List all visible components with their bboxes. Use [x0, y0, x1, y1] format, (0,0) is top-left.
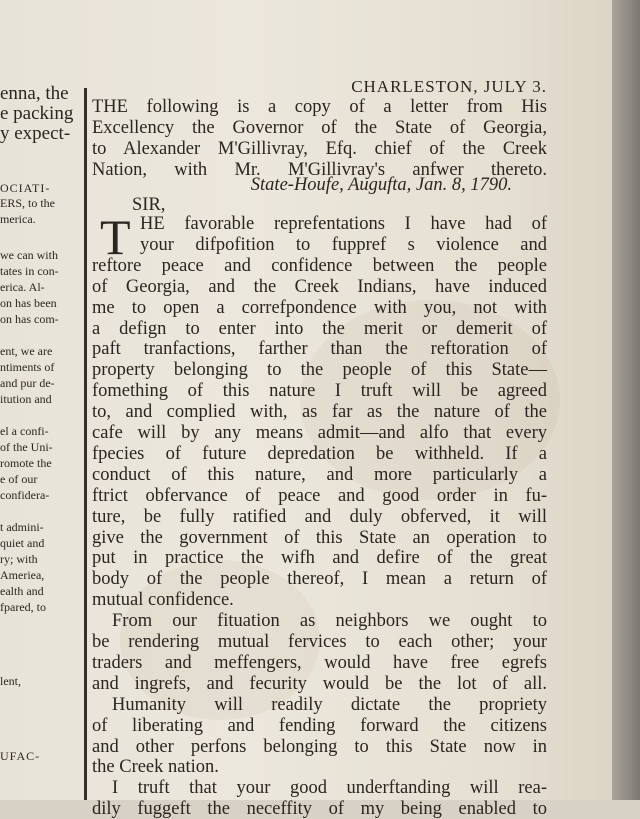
column-rule: [84, 88, 87, 800]
letter-line: me to open a correfpondence with you, not with: [92, 297, 547, 318]
left-column-line: e of our: [0, 472, 38, 486]
letter-line: give the government of this State an operation to: [92, 527, 547, 548]
letter-line: your difpofition to fuppref s violence and: [140, 234, 547, 255]
letter-line: to, and complied with, as far as the nature of the: [92, 402, 547, 423]
left-column-line: ent, we are: [0, 344, 53, 358]
letter-line: and ingrefs, and fecurity would be the lot of all.: [92, 673, 547, 694]
letter-line: fomething of this nature I truft will be agreed: [92, 381, 547, 402]
left-column-line: fpared, to: [0, 600, 46, 614]
left-column-line: quiet and: [0, 536, 45, 550]
letter-line: body of the people thereof, I mean a return of: [92, 569, 547, 590]
left-column-line: ntiments of: [0, 360, 55, 374]
intro-line: THE following is a copy of a letter from His: [92, 97, 547, 117]
letter-line: I truft that your good underftanding will rea-: [112, 778, 547, 799]
letter-line: of Georgia, and the Creek Indians, have induced: [92, 276, 547, 297]
salutation: SIR,: [132, 195, 166, 215]
intro-line: Excellency the Governor of the State of Georgia,: [92, 118, 547, 138]
dateline: CHARLESTON, JULY 3.: [351, 77, 547, 96]
page-edge-shadow: [612, 0, 640, 800]
left-column-line: confidera-: [0, 488, 50, 502]
left-column-line: on has com-: [0, 312, 59, 326]
left-column-line: on has been: [0, 296, 57, 310]
letter-line: HE favorable reprefentations I have had of: [140, 214, 547, 234]
left-column-line: itution and: [0, 392, 52, 406]
left-column-line: merica.: [0, 212, 36, 226]
place-date: State-Houfe, Augufta, Jan. 8, 1790.: [250, 175, 512, 195]
letter-line: conduct of this nature, and more particularly a: [92, 464, 547, 485]
left-column-line: Ameriea,: [0, 568, 45, 582]
left-column-line: lent,: [0, 674, 21, 688]
left-column-line: ry; with: [0, 552, 38, 566]
letter-line: ture, be fully ratified and duly obferved, it will: [92, 506, 547, 527]
intro-line: Nation, with Mr. M'Gillivray's anfwer thereto.: [92, 160, 547, 180]
letter-line: put in practice the wifh and defire of the great: [92, 548, 547, 569]
drop-cap: T: [100, 209, 131, 265]
letter-line: of liberating and fending forward the citizens: [92, 715, 547, 736]
left-column-line: ealth and: [0, 584, 44, 598]
left-column-line: tates in con-: [0, 264, 59, 278]
left-column-fragment: [0, 78, 82, 800]
letter-line: property belonging to the people of this State—: [92, 360, 547, 381]
intro-line: to Alexander M'Gillivray, Efq. chief of the Creek: [92, 139, 547, 159]
left-column-line: of the Uni-: [0, 440, 53, 454]
left-column-line: romote the: [0, 456, 52, 470]
left-column-line: e packing: [0, 103, 74, 124]
letter-line: be rendering mutual fervices to each other; your: [92, 632, 547, 652]
left-column-line: ERS, to the: [0, 196, 56, 210]
letter-line: dily fuggeft the neceffity of my being enabled to: [92, 799, 547, 819]
letter-line: traders and meffengers, would have free egrefs: [92, 652, 547, 673]
left-column-line: OCIATI-: [0, 181, 51, 195]
letter-line: paft tranfactions, farther than the reftoration of: [92, 339, 547, 360]
left-column-line: and pur de-: [0, 376, 55, 390]
letter-line: and other perfons belonging to this State now in: [92, 736, 547, 757]
letter-line: cafe will by any means admit—and alfo that every: [92, 423, 547, 443]
left-column-line: t admini-: [0, 520, 44, 534]
letter-line: a defign to enter into the merit or demerit of: [92, 318, 547, 339]
letter-line: reftore peace and confidence between the people: [92, 255, 547, 276]
left-column-line: enna, the: [0, 83, 69, 104]
letter-line: fpecies of future depredation be withheld. If a: [92, 443, 547, 464]
left-column-line: UFAC-: [0, 749, 41, 763]
letter-line: the Creek nation.: [92, 757, 219, 778]
left-column-line: we can with: [0, 248, 58, 262]
letter-line: mutual confidence.: [92, 590, 234, 611]
letter-line: From our fituation as neighbors we ought to: [112, 611, 547, 632]
left-column-line: y expect-: [0, 123, 71, 144]
letter-line: ftrict obfervance of peace and good order in fu-: [92, 485, 547, 506]
left-column-line: el a confi-: [0, 424, 49, 438]
left-column-line: erica. Al-: [0, 280, 45, 294]
letter-line: Humanity will readily dictate the propriety: [112, 694, 547, 715]
